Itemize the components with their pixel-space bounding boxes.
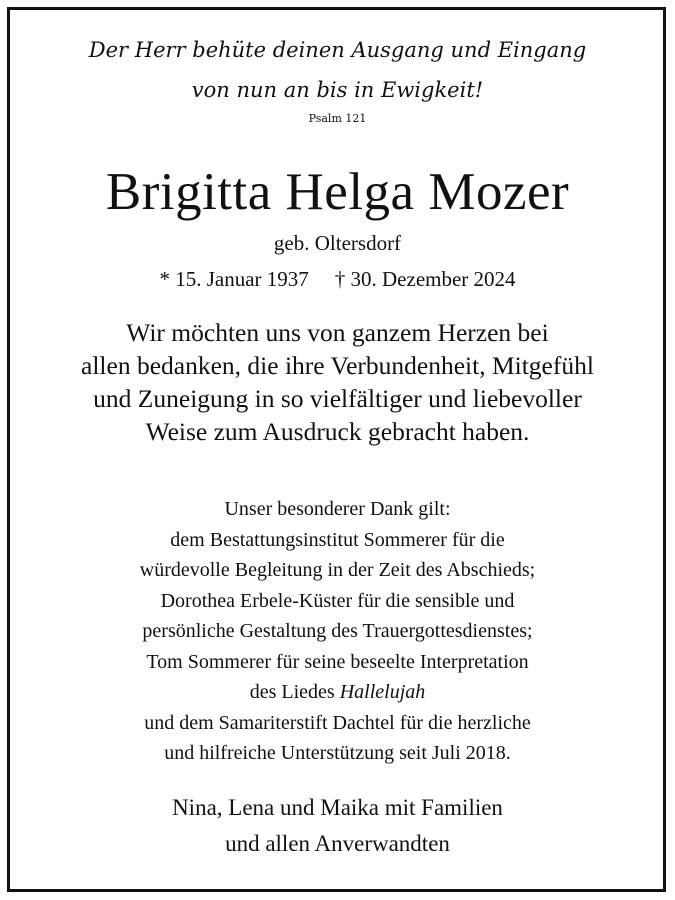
special-thanks-line: würdevolle Begleitung in der Zeit des Abschieds; bbox=[139, 559, 536, 581]
thanks-line: Weise zum Ausdruck gebracht haben. bbox=[145, 417, 530, 446]
deceased-name: Brigitta Helga Mozer bbox=[105, 163, 570, 221]
special-thanks-line bbox=[0, 677, 675, 708]
special-thanks-line: und dem Samariterstift Dachtel für die herzliche bbox=[144, 711, 531, 734]
death-date: † 30. Dezember 2024 bbox=[334, 267, 516, 291]
motto-line-2: von nun an bis in Ewigkeit! bbox=[191, 78, 484, 102]
signoff-line-2: und allen Anverwandten bbox=[225, 831, 450, 856]
motto-line-1: Der Herr behüte deinen Ausgang und Eingang bbox=[88, 38, 587, 62]
song-prefix: des Liedes bbox=[249, 681, 340, 703]
special-thanks-line: Dorothea Erbele-Küster für die sensible und bbox=[160, 589, 515, 612]
birth-name: geb. Oltersdorf bbox=[273, 231, 402, 255]
special-thanks-line: Tom Sommerer für seine beseelte Interpretation bbox=[146, 650, 529, 673]
signoff bbox=[0, 790, 675, 862]
special-thanks-paragraph bbox=[0, 494, 675, 769]
psalm-reference: Psalm 121 bbox=[308, 112, 367, 125]
thanks-line: Wir möchten uns von ganzem Herzen bei bbox=[126, 318, 549, 347]
special-thanks-heading: Unser besonderer Dank gilt: bbox=[224, 498, 451, 520]
thanks-line: allen bedanken, die ihre Verbundenheit, Mitgefühl bbox=[81, 351, 594, 380]
thanks-paragraph bbox=[0, 316, 675, 448]
special-thanks-line: persönliche Gestaltung des Trauergottesdienstes; bbox=[142, 620, 533, 642]
birth-date: * 15. Januar 1937 bbox=[159, 267, 309, 291]
special-thanks-line: dem Bestattungsinstitut Sommerer für die bbox=[170, 528, 505, 551]
life-dates bbox=[0, 266, 675, 292]
song-title: Hallelujah bbox=[339, 681, 426, 703]
signoff-line-1: Nina, Lena und Maika mit Familien bbox=[172, 795, 503, 820]
special-thanks-line: und hilfreiche Unterstützung seit Juli 2018. bbox=[164, 742, 511, 764]
psalm-motto bbox=[0, 30, 675, 128]
thanks-line: und Zuneigung in so vielfältiger und liebevoller bbox=[93, 384, 582, 413]
